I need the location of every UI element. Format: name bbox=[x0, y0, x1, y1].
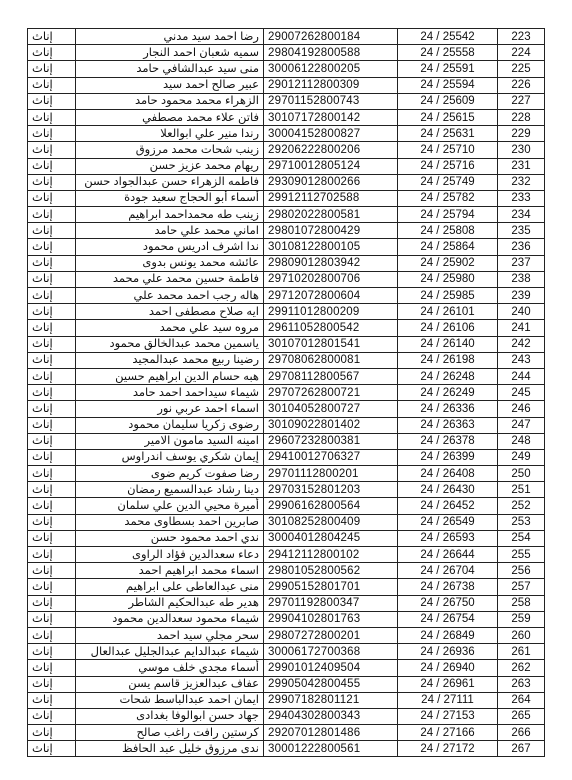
gender-cell: إناث bbox=[28, 352, 76, 368]
serial-number-cell: 260 bbox=[498, 627, 545, 643]
table-row bbox=[28, 466, 545, 482]
gender-cell: إناث bbox=[28, 530, 76, 546]
student-name-cell: شيماء عبدالدايم عبدالجليل عبدالعال bbox=[76, 644, 264, 660]
seat-code-cell: 24 / 26336 bbox=[398, 401, 498, 417]
table-row bbox=[28, 708, 545, 724]
national-id-cell: 29007262800184 bbox=[264, 29, 398, 45]
serial-number-cell: 267 bbox=[498, 741, 545, 757]
student-name-cell: اسماء محمد ابراهيم احمد bbox=[76, 563, 264, 579]
table-row bbox=[28, 547, 545, 563]
student-name-cell: دعاء سعدالدين فؤاد الراوى bbox=[76, 547, 264, 563]
serial-number-cell: 236 bbox=[498, 239, 545, 255]
national-id-cell: 29701112800201 bbox=[264, 466, 398, 482]
gender-cell: إناث bbox=[28, 385, 76, 401]
student-name-cell: سحر مجلي سيد احمد bbox=[76, 627, 264, 643]
serial-number-cell: 230 bbox=[498, 142, 545, 158]
national-id-cell: 29410012706327 bbox=[264, 449, 398, 465]
national-id-cell: 30108122800105 bbox=[264, 239, 398, 255]
table-row bbox=[28, 627, 545, 643]
gender-cell: إناث bbox=[28, 223, 76, 239]
national-id-cell: 29905042800455 bbox=[264, 676, 398, 692]
serial-number-cell: 224 bbox=[498, 45, 545, 61]
national-id-cell: 30107172800142 bbox=[264, 109, 398, 125]
seat-code-cell: 24 / 25594 bbox=[398, 77, 498, 93]
gender-cell: إناث bbox=[28, 692, 76, 708]
national-id-cell: 29710202800706 bbox=[264, 271, 398, 287]
national-id-cell: 29404302800343 bbox=[264, 708, 398, 724]
student-name-cell: الزهراء محمد محمود حامد bbox=[76, 93, 264, 109]
national-id-cell: 30108252800409 bbox=[264, 514, 398, 530]
table-row bbox=[28, 271, 545, 287]
gender-cell: إناث bbox=[28, 466, 76, 482]
serial-number-cell: 259 bbox=[498, 611, 545, 627]
student-name-cell: ايه صلاح مصطفى احمد bbox=[76, 304, 264, 320]
seat-code-cell: 24 / 26549 bbox=[398, 514, 498, 530]
seat-code-cell: 24 / 25558 bbox=[398, 45, 498, 61]
serial-number-cell: 229 bbox=[498, 126, 545, 142]
table-row bbox=[28, 611, 545, 627]
table-row bbox=[28, 433, 545, 449]
seat-code-cell: 24 / 26849 bbox=[398, 627, 498, 643]
seat-code-cell: 24 / 26593 bbox=[398, 530, 498, 546]
table-row bbox=[28, 77, 545, 93]
seat-code-cell: 24 / 26452 bbox=[398, 498, 498, 514]
serial-number-cell: 265 bbox=[498, 708, 545, 724]
serial-number-cell: 244 bbox=[498, 368, 545, 384]
student-name-cell: فاتن علاء محمد مصطفي bbox=[76, 109, 264, 125]
national-id-cell: 29807272800201 bbox=[264, 627, 398, 643]
student-name-cell: مروه سيد علي محمد bbox=[76, 320, 264, 336]
national-id-cell: 30006122800205 bbox=[264, 61, 398, 77]
table-row bbox=[28, 449, 545, 465]
national-id-cell: 29701192800347 bbox=[264, 595, 398, 611]
national-id-cell: 30004012804245 bbox=[264, 530, 398, 546]
gender-cell: إناث bbox=[28, 498, 76, 514]
gender-cell: إناث bbox=[28, 433, 76, 449]
serial-number-cell: 266 bbox=[498, 725, 545, 741]
student-name-cell: فاطمة حسين محمد علي محمد bbox=[76, 271, 264, 287]
national-id-cell: 30109022801402 bbox=[264, 417, 398, 433]
serial-number-cell: 235 bbox=[498, 223, 545, 239]
seat-code-cell: 24 / 26399 bbox=[398, 449, 498, 465]
table-row bbox=[28, 368, 545, 384]
table-row bbox=[28, 190, 545, 206]
gender-cell: إناث bbox=[28, 158, 76, 174]
serial-number-cell: 254 bbox=[498, 530, 545, 546]
gender-cell: إناث bbox=[28, 142, 76, 158]
student-name-cell: ندا اشرف ادريس محمود bbox=[76, 239, 264, 255]
table-row bbox=[28, 644, 545, 660]
national-id-cell: 30001222800561 bbox=[264, 741, 398, 757]
gender-cell: إناث bbox=[28, 207, 76, 223]
serial-number-cell: 245 bbox=[498, 385, 545, 401]
student-name-cell: هاله رجب احمد محمد علي bbox=[76, 288, 264, 304]
serial-number-cell: 227 bbox=[498, 93, 545, 109]
gender-cell: إناث bbox=[28, 579, 76, 595]
table-row bbox=[28, 255, 545, 271]
student-name-cell: عبير صالح احمد سيد bbox=[76, 77, 264, 93]
seat-code-cell: 24 / 26644 bbox=[398, 547, 498, 563]
seat-code-cell: 24 / 26249 bbox=[398, 385, 498, 401]
seat-code-cell: 24 / 26140 bbox=[398, 336, 498, 352]
table-row bbox=[28, 352, 545, 368]
seat-code-cell: 24 / 25864 bbox=[398, 239, 498, 255]
national-id-cell: 29701152800743 bbox=[264, 93, 398, 109]
serial-number-cell: 234 bbox=[498, 207, 545, 223]
seat-code-cell: 24 / 25808 bbox=[398, 223, 498, 239]
serial-number-cell: 250 bbox=[498, 466, 545, 482]
national-id-cell: 30004152800827 bbox=[264, 126, 398, 142]
student-name-cell: فاطمه الزهراء حسن عبدالجواد حسن bbox=[76, 174, 264, 190]
seat-code-cell: 24 / 25782 bbox=[398, 190, 498, 206]
national-id-cell: 29804192800588 bbox=[264, 45, 398, 61]
national-id-cell: 29809012803942 bbox=[264, 255, 398, 271]
serial-number-cell: 253 bbox=[498, 514, 545, 530]
serial-number-cell: 255 bbox=[498, 547, 545, 563]
table-row bbox=[28, 660, 545, 676]
serial-number-cell: 226 bbox=[498, 77, 545, 93]
gender-cell: إناث bbox=[28, 61, 76, 77]
gender-cell: إناث bbox=[28, 304, 76, 320]
table-row bbox=[28, 109, 545, 125]
table-row bbox=[28, 93, 545, 109]
student-name-cell: اماني محمد علي حامد bbox=[76, 223, 264, 239]
student-name-cell: منى سيد عبدالشافي حامد bbox=[76, 61, 264, 77]
table-row bbox=[28, 61, 545, 77]
gender-cell: إناث bbox=[28, 676, 76, 692]
serial-number-cell: 256 bbox=[498, 563, 545, 579]
student-name-cell: ريهام محمد عزيز حسن bbox=[76, 158, 264, 174]
serial-number-cell: 241 bbox=[498, 320, 545, 336]
national-id-cell: 29611052800542 bbox=[264, 320, 398, 336]
gender-cell: إناث bbox=[28, 174, 76, 190]
serial-number-cell: 232 bbox=[498, 174, 545, 190]
national-id-cell: 29901012409504 bbox=[264, 660, 398, 676]
table-row bbox=[28, 482, 545, 498]
seat-code-cell: 24 / 26101 bbox=[398, 304, 498, 320]
seat-code-cell: 24 / 26363 bbox=[398, 417, 498, 433]
gender-cell: إناث bbox=[28, 239, 76, 255]
seat-code-cell: 24 / 25710 bbox=[398, 142, 498, 158]
national-id-cell: 29309012800266 bbox=[264, 174, 398, 190]
table-row bbox=[28, 126, 545, 142]
student-name-cell: شيماء سيداحمد احمد حامد bbox=[76, 385, 264, 401]
national-id-cell: 29710012805124 bbox=[264, 158, 398, 174]
national-id-cell: 29801072800429 bbox=[264, 223, 398, 239]
gender-cell: إناث bbox=[28, 109, 76, 125]
gender-cell: إناث bbox=[28, 563, 76, 579]
serial-number-cell: 242 bbox=[498, 336, 545, 352]
gender-cell: إناث bbox=[28, 126, 76, 142]
student-name-cell: سميه شعبان احمد النجار bbox=[76, 45, 264, 61]
national-id-cell: 29802022800581 bbox=[264, 207, 398, 223]
national-id-cell: 29906162800564 bbox=[264, 498, 398, 514]
seat-code-cell: 24 / 25591 bbox=[398, 61, 498, 77]
roster-sheet bbox=[27, 28, 544, 757]
serial-number-cell: 263 bbox=[498, 676, 545, 692]
serial-number-cell: 264 bbox=[498, 692, 545, 708]
seat-code-cell: 24 / 26378 bbox=[398, 433, 498, 449]
seat-code-cell: 24 / 25749 bbox=[398, 174, 498, 190]
student-name-cell: امينه السيد مامون الامير bbox=[76, 433, 264, 449]
seat-code-cell: 24 / 26961 bbox=[398, 676, 498, 692]
gender-cell: إناث bbox=[28, 255, 76, 271]
table-row bbox=[28, 514, 545, 530]
seat-code-cell: 24 / 26754 bbox=[398, 611, 498, 627]
serial-number-cell: 225 bbox=[498, 61, 545, 77]
table-row bbox=[28, 288, 545, 304]
seat-code-cell: 24 / 25794 bbox=[398, 207, 498, 223]
table-row bbox=[28, 417, 545, 433]
table-row bbox=[28, 385, 545, 401]
student-name-cell: ندي احمد محمود حسن bbox=[76, 530, 264, 546]
serial-number-cell: 237 bbox=[498, 255, 545, 271]
seat-code-cell: 24 / 26408 bbox=[398, 466, 498, 482]
student-name-cell: شيماء محمود سعدالدين محمود bbox=[76, 611, 264, 627]
gender-cell: إناث bbox=[28, 190, 76, 206]
national-id-cell: 29607232800381 bbox=[264, 433, 398, 449]
student-name-cell: ياسمين محمد عبدالخالق محمود bbox=[76, 336, 264, 352]
student-name-cell: هبه حسام الدين ابراهيم حسين bbox=[76, 368, 264, 384]
national-id-cell: 29911012800209 bbox=[264, 304, 398, 320]
student-name-cell: رضا احمد سيد مدني bbox=[76, 29, 264, 45]
gender-cell: إناث bbox=[28, 595, 76, 611]
seat-code-cell: 24 / 25609 bbox=[398, 93, 498, 109]
serial-number-cell: 223 bbox=[498, 29, 545, 45]
table-row bbox=[28, 498, 545, 514]
seat-code-cell: 24 / 26936 bbox=[398, 644, 498, 660]
table-row bbox=[28, 401, 545, 417]
gender-cell: إناث bbox=[28, 627, 76, 643]
serial-number-cell: 252 bbox=[498, 498, 545, 514]
seat-code-cell: 24 / 25615 bbox=[398, 109, 498, 125]
student-name-cell: عائشه محمد يونس بدوى bbox=[76, 255, 264, 271]
serial-number-cell: 262 bbox=[498, 660, 545, 676]
gender-cell: إناث bbox=[28, 368, 76, 384]
gender-cell: إناث bbox=[28, 29, 76, 45]
gender-cell: إناث bbox=[28, 320, 76, 336]
table-row bbox=[28, 174, 545, 190]
student-name-cell: رندا منير علي ابوالعلا bbox=[76, 126, 264, 142]
gender-cell: إناث bbox=[28, 741, 76, 757]
gender-cell: إناث bbox=[28, 708, 76, 724]
table-row bbox=[28, 239, 545, 255]
student-name-cell: رضوى زكريا سليمان محمود bbox=[76, 417, 264, 433]
student-name-cell: كرستين رافت راغب صالح bbox=[76, 725, 264, 741]
serial-number-cell: 249 bbox=[498, 449, 545, 465]
gender-cell: إناث bbox=[28, 644, 76, 660]
seat-code-cell: 24 / 25985 bbox=[398, 288, 498, 304]
student-name-cell: جهاد حسن ابوالوفا بغدادى bbox=[76, 708, 264, 724]
serial-number-cell: 233 bbox=[498, 190, 545, 206]
gender-cell: إناث bbox=[28, 401, 76, 417]
seat-code-cell: 24 / 25542 bbox=[398, 29, 498, 45]
student-name-cell: اسماء احمد عربي نور bbox=[76, 401, 264, 417]
national-id-cell: 29206222800206 bbox=[264, 142, 398, 158]
table-row bbox=[28, 579, 545, 595]
table-row bbox=[28, 692, 545, 708]
seat-code-cell: 24 / 27172 bbox=[398, 741, 498, 757]
student-name-cell: صابرين احمد بسطاوى محمد bbox=[76, 514, 264, 530]
seat-code-cell: 24 / 26750 bbox=[398, 595, 498, 611]
gender-cell: إناث bbox=[28, 271, 76, 287]
roster-table bbox=[27, 28, 545, 757]
table-row bbox=[28, 320, 545, 336]
table-row bbox=[28, 741, 545, 757]
student-name-cell: عفاف عبدالعزيز قاسم يسن bbox=[76, 676, 264, 692]
serial-number-cell: 231 bbox=[498, 158, 545, 174]
table-row bbox=[28, 530, 545, 546]
gender-cell: إناث bbox=[28, 547, 76, 563]
table-row bbox=[28, 223, 545, 239]
gender-cell: إناث bbox=[28, 482, 76, 498]
gender-cell: إناث bbox=[28, 288, 76, 304]
national-id-cell: 29905152801701 bbox=[264, 579, 398, 595]
table-row bbox=[28, 45, 545, 61]
seat-code-cell: 24 / 25631 bbox=[398, 126, 498, 142]
table-row bbox=[28, 304, 545, 320]
gender-cell: إناث bbox=[28, 336, 76, 352]
national-id-cell: 29712072800604 bbox=[264, 288, 398, 304]
gender-cell: إناث bbox=[28, 611, 76, 627]
student-name-cell: أسماء مجدي خلف موسي bbox=[76, 660, 264, 676]
student-name-cell: زينب شحات محمد مرزوق bbox=[76, 142, 264, 158]
seat-code-cell: 24 / 26704 bbox=[398, 563, 498, 579]
seat-code-cell: 24 / 26940 bbox=[398, 660, 498, 676]
national-id-cell: 29703152801203 bbox=[264, 482, 398, 498]
gender-cell: إناث bbox=[28, 514, 76, 530]
serial-number-cell: 228 bbox=[498, 109, 545, 125]
serial-number-cell: 246 bbox=[498, 401, 545, 417]
table-row bbox=[28, 563, 545, 579]
seat-code-cell: 24 / 25980 bbox=[398, 271, 498, 287]
serial-number-cell: 261 bbox=[498, 644, 545, 660]
national-id-cell: 29907182801121 bbox=[264, 692, 398, 708]
seat-code-cell: 24 / 26430 bbox=[398, 482, 498, 498]
table-row bbox=[28, 676, 545, 692]
table-row bbox=[28, 725, 545, 741]
serial-number-cell: 239 bbox=[498, 288, 545, 304]
serial-number-cell: 243 bbox=[498, 352, 545, 368]
gender-cell: إناث bbox=[28, 417, 76, 433]
roster-body bbox=[28, 29, 545, 757]
national-id-cell: 29708062800081 bbox=[264, 352, 398, 368]
table-row bbox=[28, 29, 545, 45]
seat-code-cell: 24 / 25716 bbox=[398, 158, 498, 174]
serial-number-cell: 240 bbox=[498, 304, 545, 320]
serial-number-cell: 238 bbox=[498, 271, 545, 287]
serial-number-cell: 251 bbox=[498, 482, 545, 498]
national-id-cell: 30104052800727 bbox=[264, 401, 398, 417]
table-row bbox=[28, 207, 545, 223]
national-id-cell: 29707262800721 bbox=[264, 385, 398, 401]
seat-code-cell: 24 / 27111 bbox=[398, 692, 498, 708]
student-name-cell: أسماء أبو الحجاج سعيد جودة bbox=[76, 190, 264, 206]
student-name-cell: هدير طه عبدالحكيم الشاطر bbox=[76, 595, 264, 611]
student-name-cell: زينب طه محمداحمد ابراهيم bbox=[76, 207, 264, 223]
student-name-cell: ايمان احمد عبدالباسط شحات bbox=[76, 692, 264, 708]
table-row bbox=[28, 595, 545, 611]
national-id-cell: 30006172700368 bbox=[264, 644, 398, 660]
gender-cell: إناث bbox=[28, 660, 76, 676]
seat-code-cell: 24 / 27166 bbox=[398, 725, 498, 741]
seat-code-cell: 24 / 25902 bbox=[398, 255, 498, 271]
national-id-cell: 29412112800102 bbox=[264, 547, 398, 563]
table-row bbox=[28, 142, 545, 158]
seat-code-cell: 24 / 26106 bbox=[398, 320, 498, 336]
student-name-cell: إيمان شكري يوسف اندراوس bbox=[76, 449, 264, 465]
table-row bbox=[28, 158, 545, 174]
seat-code-cell: 24 / 26198 bbox=[398, 352, 498, 368]
gender-cell: إناث bbox=[28, 93, 76, 109]
seat-code-cell: 24 / 26738 bbox=[398, 579, 498, 595]
gender-cell: إناث bbox=[28, 77, 76, 93]
national-id-cell: 29012112800309 bbox=[264, 77, 398, 93]
seat-code-cell: 24 / 27153 bbox=[398, 708, 498, 724]
serial-number-cell: 247 bbox=[498, 417, 545, 433]
gender-cell: إناث bbox=[28, 725, 76, 741]
seat-code-cell: 24 / 26248 bbox=[398, 368, 498, 384]
gender-cell: إناث bbox=[28, 449, 76, 465]
national-id-cell: 29207012801486 bbox=[264, 725, 398, 741]
serial-number-cell: 248 bbox=[498, 433, 545, 449]
student-name-cell: دينا رشاد عبدالسميع رمضان bbox=[76, 482, 264, 498]
table-row bbox=[28, 336, 545, 352]
student-name-cell: منى عبدالعاطى على ابراهيم bbox=[76, 579, 264, 595]
student-name-cell: ندى مرزوق خليل عبد الحافظ bbox=[76, 741, 264, 757]
national-id-cell: 30107012801541 bbox=[264, 336, 398, 352]
national-id-cell: 29801052800562 bbox=[264, 563, 398, 579]
national-id-cell: 29708112800567 bbox=[264, 368, 398, 384]
national-id-cell: 29912112702588 bbox=[264, 190, 398, 206]
serial-number-cell: 258 bbox=[498, 595, 545, 611]
student-name-cell: أميرة محيي الدين علي سلمان bbox=[76, 498, 264, 514]
gender-cell: إناث bbox=[28, 45, 76, 61]
national-id-cell: 29904102801763 bbox=[264, 611, 398, 627]
student-name-cell: رضا صفوت كريم ضوى bbox=[76, 466, 264, 482]
serial-number-cell: 257 bbox=[498, 579, 545, 595]
student-name-cell: رضينا ربيع محمد عبدالمجيد bbox=[76, 352, 264, 368]
